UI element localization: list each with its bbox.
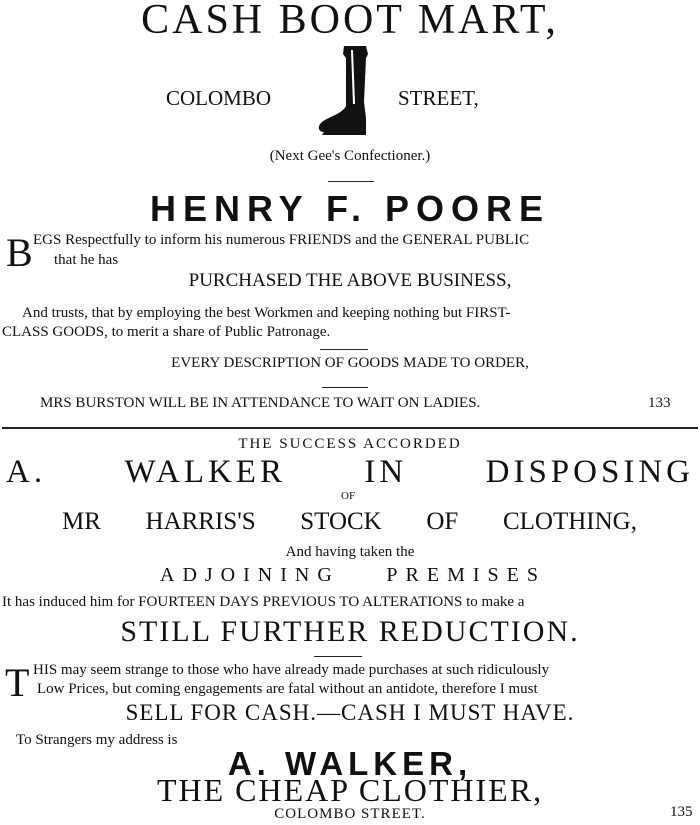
divider (322, 387, 368, 388)
of-line: OF (341, 490, 356, 502)
divider (314, 656, 362, 657)
reduction-line: STILL FURTHER REDUCTION. (120, 615, 580, 648)
walker-word: IN (364, 454, 408, 490)
ad1-location-note: (Next Gee's Confectioner.) (269, 148, 431, 164)
ad-separator (2, 427, 698, 429)
drop-cap-t: T (5, 660, 30, 705)
purchase-line: PURCHASED THE ABOVE BUSINESS, (188, 270, 512, 291)
walker-line (6, 454, 694, 491)
walker-word: DISPOSING (485, 454, 694, 490)
sell-line: SELL FOR CASH.—CASH I MUST HAVE. (125, 700, 575, 725)
this-line-2: Low Prices, but coming engagements are fatal without an antidote, therefore I must (37, 681, 538, 697)
divider (328, 181, 374, 182)
walker-word: WALKER (124, 454, 286, 490)
trusts-line-2: CLASS GOODS, to merit a share of Public Patronage. (2, 324, 331, 340)
ad1-street-right: STREET, (398, 86, 479, 110)
this-line-1: HIS may seem strange to those who have already made purchases at such ridiculously (33, 662, 550, 678)
walker-word: A. (6, 454, 47, 490)
trusts-line-1: And trusts, that by employing the best Workmen and keeping nothing but FIRST- (22, 305, 511, 321)
harris-word: HARRIS'S (145, 508, 256, 535)
proprietor-name: HENRY F. POORE (149, 188, 551, 229)
strangers-line: To Strangers my address is (16, 732, 178, 748)
having-line: And having taken the (285, 544, 415, 560)
induced-line: It has induced him for FOURTEEN DAYS PREVIOUS TO ALTERATIONS to make a (2, 594, 525, 610)
riding-boot-icon (316, 44, 388, 140)
divider (320, 349, 368, 350)
success-line: THE SUCCESS ACCORDED (238, 436, 462, 452)
ad1-number: 133 (648, 395, 671, 411)
walker-name: A. WALKER, (227, 745, 473, 782)
harris-word: STOCK (300, 508, 382, 535)
ad2-number: 135 (670, 804, 693, 820)
cheap-clothier-line: THE CHEAP CLOTHIER, (156, 772, 544, 808)
adjoining-word: ADJOINING (160, 564, 340, 586)
adjoining-word: PREMISES (386, 564, 546, 586)
adjoining-line (160, 564, 546, 587)
harris-line (62, 508, 637, 536)
harris-word: OF (426, 508, 459, 535)
intro-line-1: EGS Respectfully to inform his numerous FRIENDS and the GENERAL PUBLIC (33, 232, 530, 248)
intro-line-2: that he has (54, 252, 119, 268)
attendance-line: MRS BURSTON WILL BE IN ATTENDANCE TO WAIT ON LADIES. (40, 395, 481, 411)
ad1-title: CASH BOOT MART, (141, 0, 559, 43)
harris-word: MR (62, 508, 101, 535)
ad1-street-left: COLOMBO (166, 86, 272, 110)
harris-word: CLOTHING, (502, 508, 637, 535)
order-line: EVERY DESCRIPTION OF GOODS MADE TO ORDER, (171, 355, 529, 371)
drop-cap-b: B (6, 230, 33, 275)
street-line: COLOMBO STREET. (274, 806, 426, 822)
